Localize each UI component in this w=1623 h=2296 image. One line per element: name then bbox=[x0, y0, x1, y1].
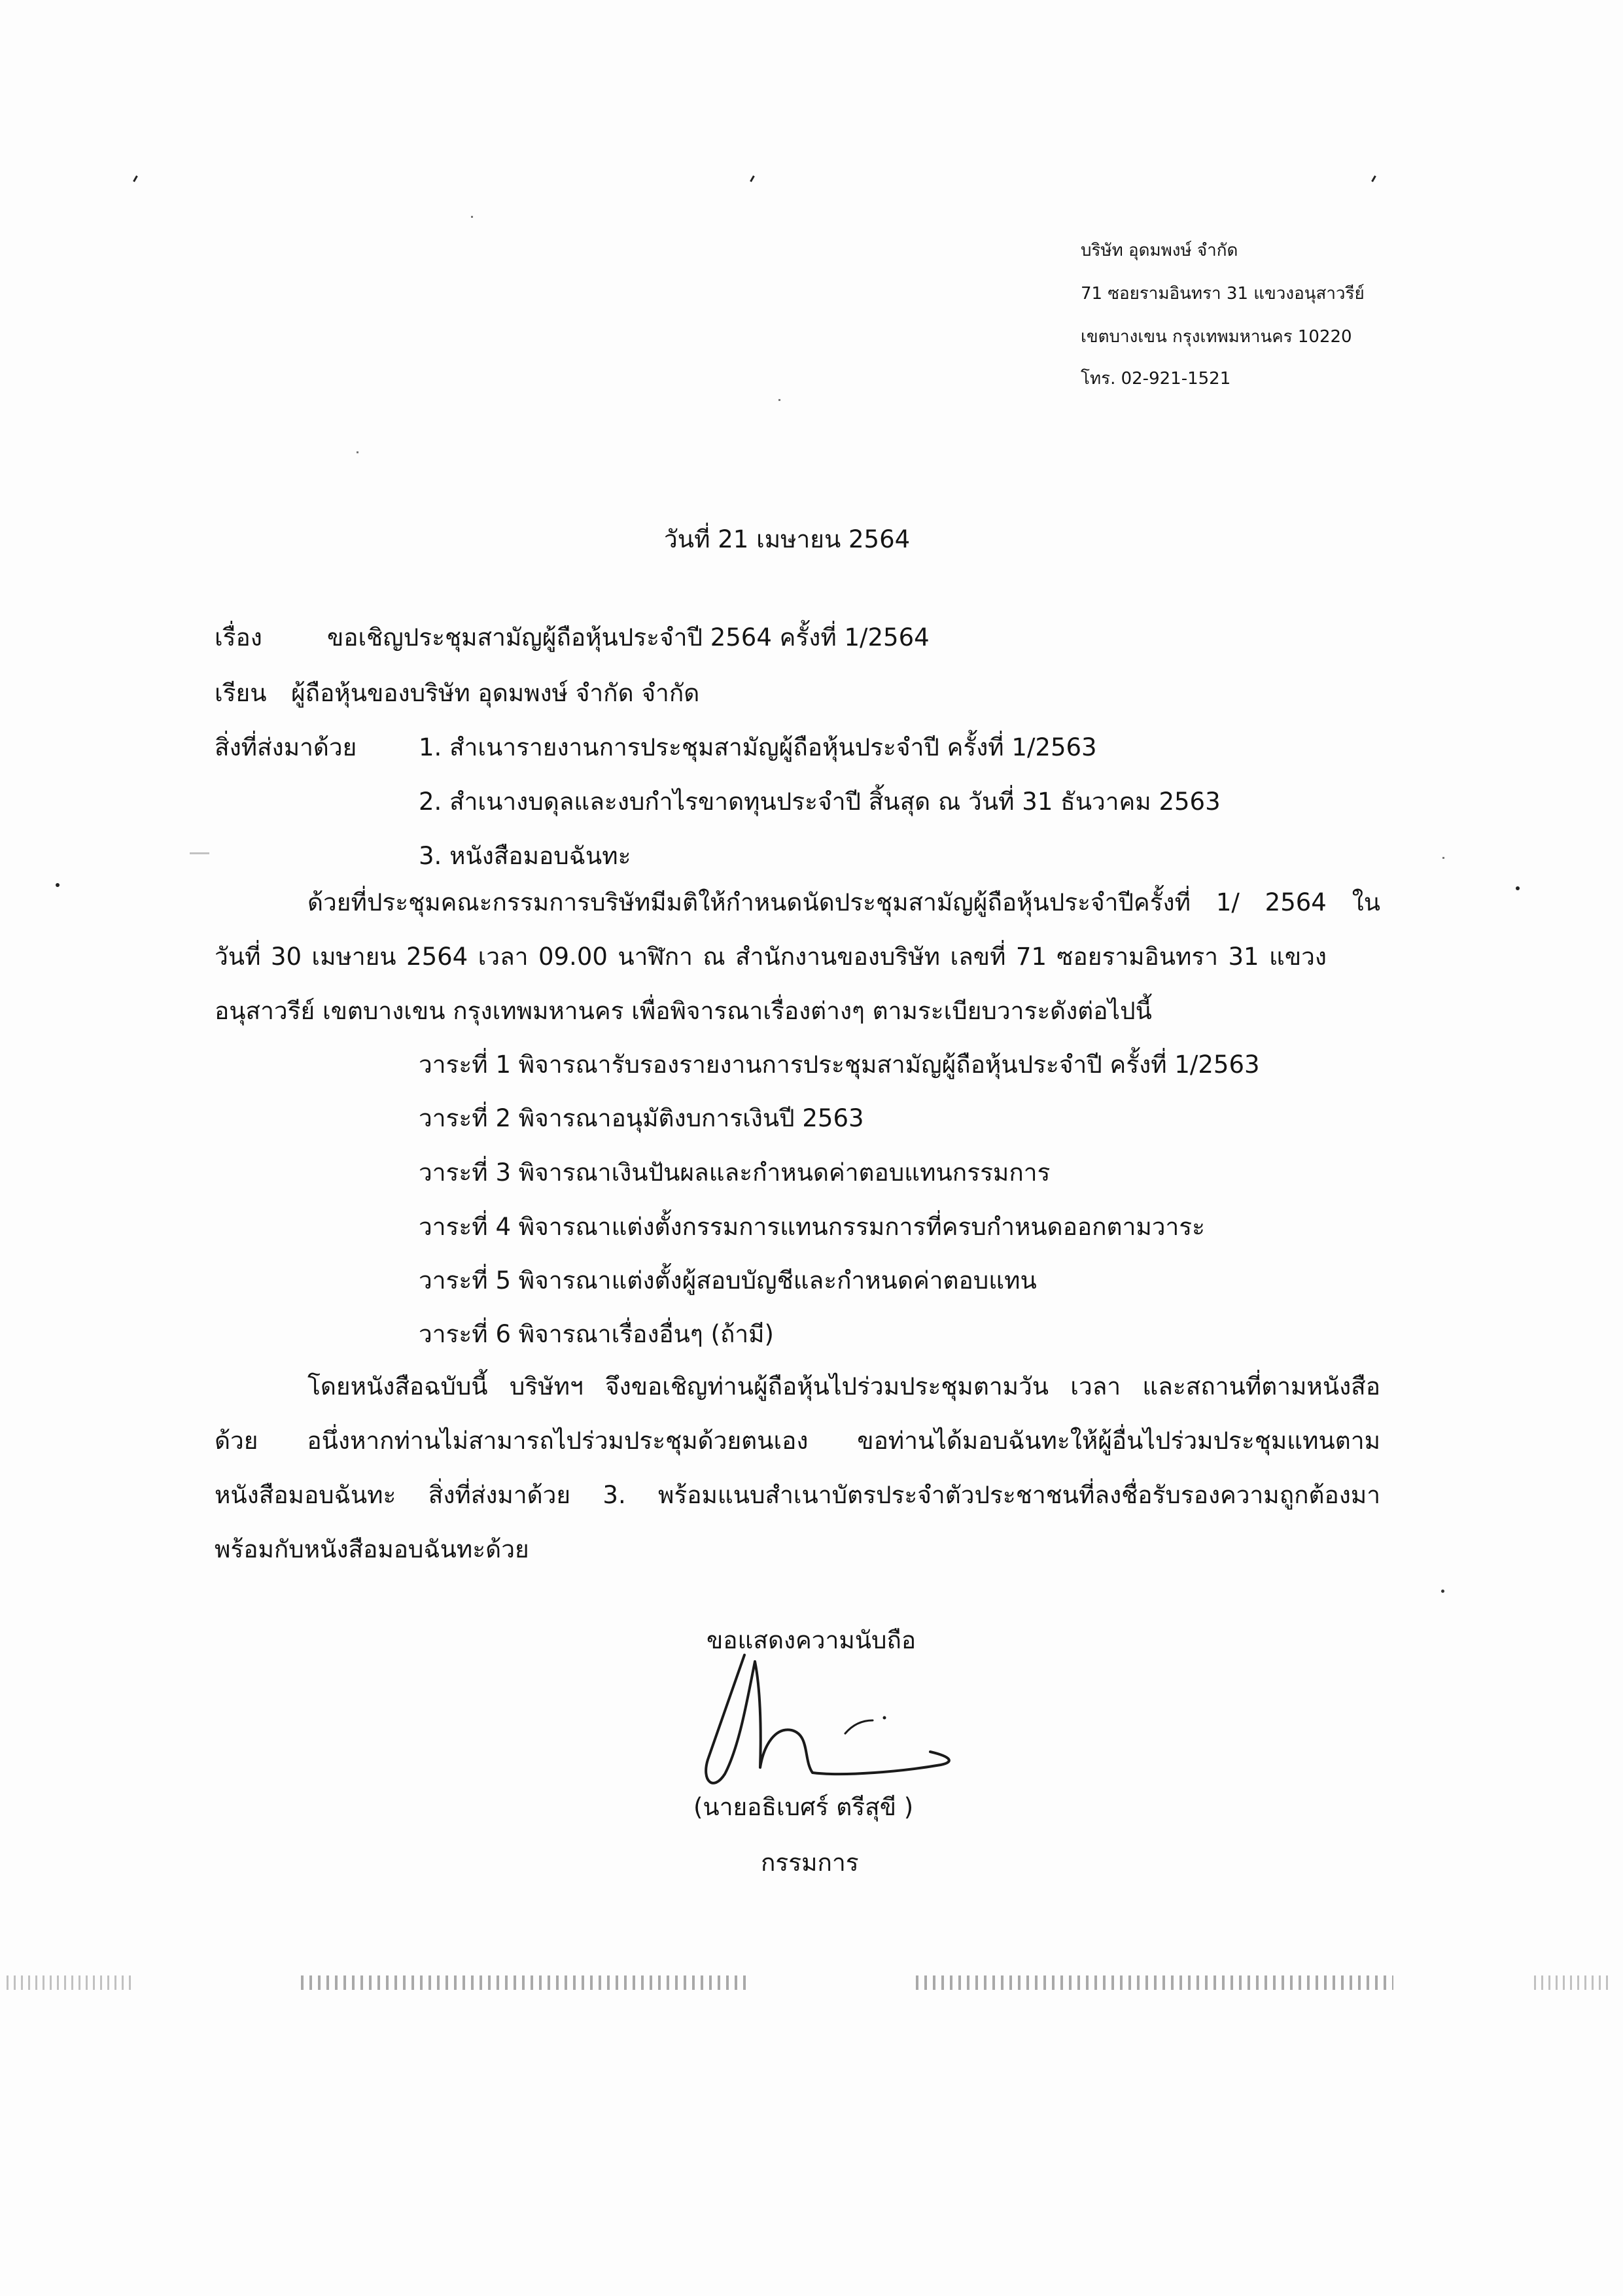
agenda-item: วาระที่ 4 พิจารณาแต่งตั้งกรรมการแทนกรรมการที่ครบกำหนดออกตามวาระ bbox=[419, 1213, 1206, 1241]
agenda-item: วาระที่ 6 พิจารณาเรื่องอื่นๆ (ถ้ามี) bbox=[419, 1320, 774, 1348]
intro-line: วันที่ 30 เมษายน 2564 เวลา 09.00 นาฬิกา ณ สำนักงานของบริษัท เลขที่ 71 ซอยรามอินทรา 31 แขวง bbox=[215, 943, 1327, 971]
scan-mark bbox=[1441, 1590, 1444, 1593]
enclosures-label: สิ่งที่ส่งมาด้วย bbox=[215, 733, 357, 761]
enclosure-item: 2. สำเนางบดุลและงบกำไรขาดทุนประจำปี สิ้นสุด ณ วันที่ 31 ธันวาคม 2563 bbox=[419, 788, 1221, 816]
sender-address-line2: เขตบางเขน กรุงเทพมหานคร 10220 bbox=[1081, 327, 1352, 347]
enclosure-item: 3. หนังสือมอบฉันทะ bbox=[419, 842, 631, 870]
intro-line: ด้วยที่ประชุมคณะกรรมการบริษัทมีมติให้กำหนดนัดประชุมสามัญผู้ถือหุ้นประจำปีครั้งที่ 1/ 2564 ใน bbox=[307, 888, 1380, 916]
subject-label: เรื่อง bbox=[215, 623, 262, 652]
intro-line: อนุสาวรีย์ เขตบางเขน กรุงเทพมหานคร เพื่อพิจารณาเรื่องต่างๆ ตามระเบียบวาระดังต่อไปนี้ bbox=[215, 997, 1152, 1025]
agenda-item: วาระที่ 2 พิจารณาอนุมัติงบการเงินปี 2563 bbox=[419, 1104, 864, 1132]
recipient-label: เรียน bbox=[215, 679, 267, 707]
subject-text: ขอเชิญประชุมสามัญผู้ถือหุ้นประจำปี 2564 ครั้งที่ 1/2564 bbox=[327, 623, 930, 652]
scan-mark bbox=[56, 883, 60, 887]
signoff: ขอแสดงความนับถือ bbox=[707, 1626, 916, 1654]
sender-phone: โทร. 02-921-1521 bbox=[1081, 369, 1231, 389]
scan-mark bbox=[1442, 857, 1444, 859]
sender-company: บริษัท อุดมพงษ์ จำกัด bbox=[1081, 241, 1238, 260]
closing-line: พร้อมกับหนังสือมอบฉันทะด้วย bbox=[215, 1535, 529, 1563]
scan-mark bbox=[750, 175, 759, 184]
signatory-name: (นายอธิเบศร์ ตรีสุขี ) bbox=[693, 1793, 914, 1821]
closing-line: ด้วย อนึ่งหากท่านไม่สามารถไปร่วมประชุมด้วยตนเอง ขอท่านได้มอบฉันทะให้ผู้อื่นไปร่วมประชุมแทนตาม bbox=[215, 1427, 1380, 1455]
enclosure-item: 1. สำเนารายงานการประชุมสามัญผู้ถือหุ้นประจำปี ครั้งที่ 1/2563 bbox=[419, 733, 1097, 761]
agenda-item: วาระที่ 1 พิจารณารับรองรายงานการประชุมสามัญผู้ถือหุ้นประจำปี ครั้งที่ 1/2563 bbox=[419, 1051, 1260, 1079]
sender-address-line1: 71 ซอยรามอินทรา 31 แขวงอนุสาวรีย์ bbox=[1081, 284, 1365, 304]
closing-line: หนังสือมอบฉันทะ สิ่งที่ส่งมาด้วย 3. พร้อมแนบสำเนาบัตรประจำตัวประชาชนที่ลงชื่อรับรองความถูกต้องมา bbox=[215, 1481, 1380, 1509]
scan-mark bbox=[471, 216, 473, 218]
agenda-item: วาระที่ 3 พิจารณาเงินปันผลและกำหนดค่าตอบแทนกรรมการ bbox=[419, 1158, 1051, 1187]
scan-noise bbox=[1534, 1975, 1613, 1990]
scan-noise bbox=[301, 1975, 746, 1990]
closing-line: โดยหนังสือฉบับนี้ บริษัทฯ จึงขอเชิญท่านผู้ถือหุ้นไปร่วมประชุมตามวัน เวลา และสถานที่ตามหนังสือ bbox=[307, 1372, 1380, 1400]
signatory-position: กรรมการ bbox=[761, 1849, 859, 1877]
scan-mark bbox=[778, 399, 780, 401]
scan-noise bbox=[916, 1975, 1393, 1990]
letter-date: วันที่ 21 เมษายน 2564 bbox=[664, 525, 911, 553]
scan-mark bbox=[190, 852, 209, 854]
scan-mark bbox=[133, 175, 142, 184]
agenda-item: วาระที่ 5 พิจารณาแต่งตั้งผู้สอบบัญชีและกำหนดค่าตอบแทน bbox=[419, 1266, 1037, 1295]
recipient-text: ผู้ถือหุ้นของบริษัท อุดมพงษ์ จำกัด จำกัด bbox=[291, 679, 700, 707]
scan-noise bbox=[7, 1975, 131, 1990]
scan-mark bbox=[357, 451, 358, 453]
scan-mark bbox=[1516, 886, 1520, 890]
scan-mark bbox=[1371, 175, 1380, 184]
